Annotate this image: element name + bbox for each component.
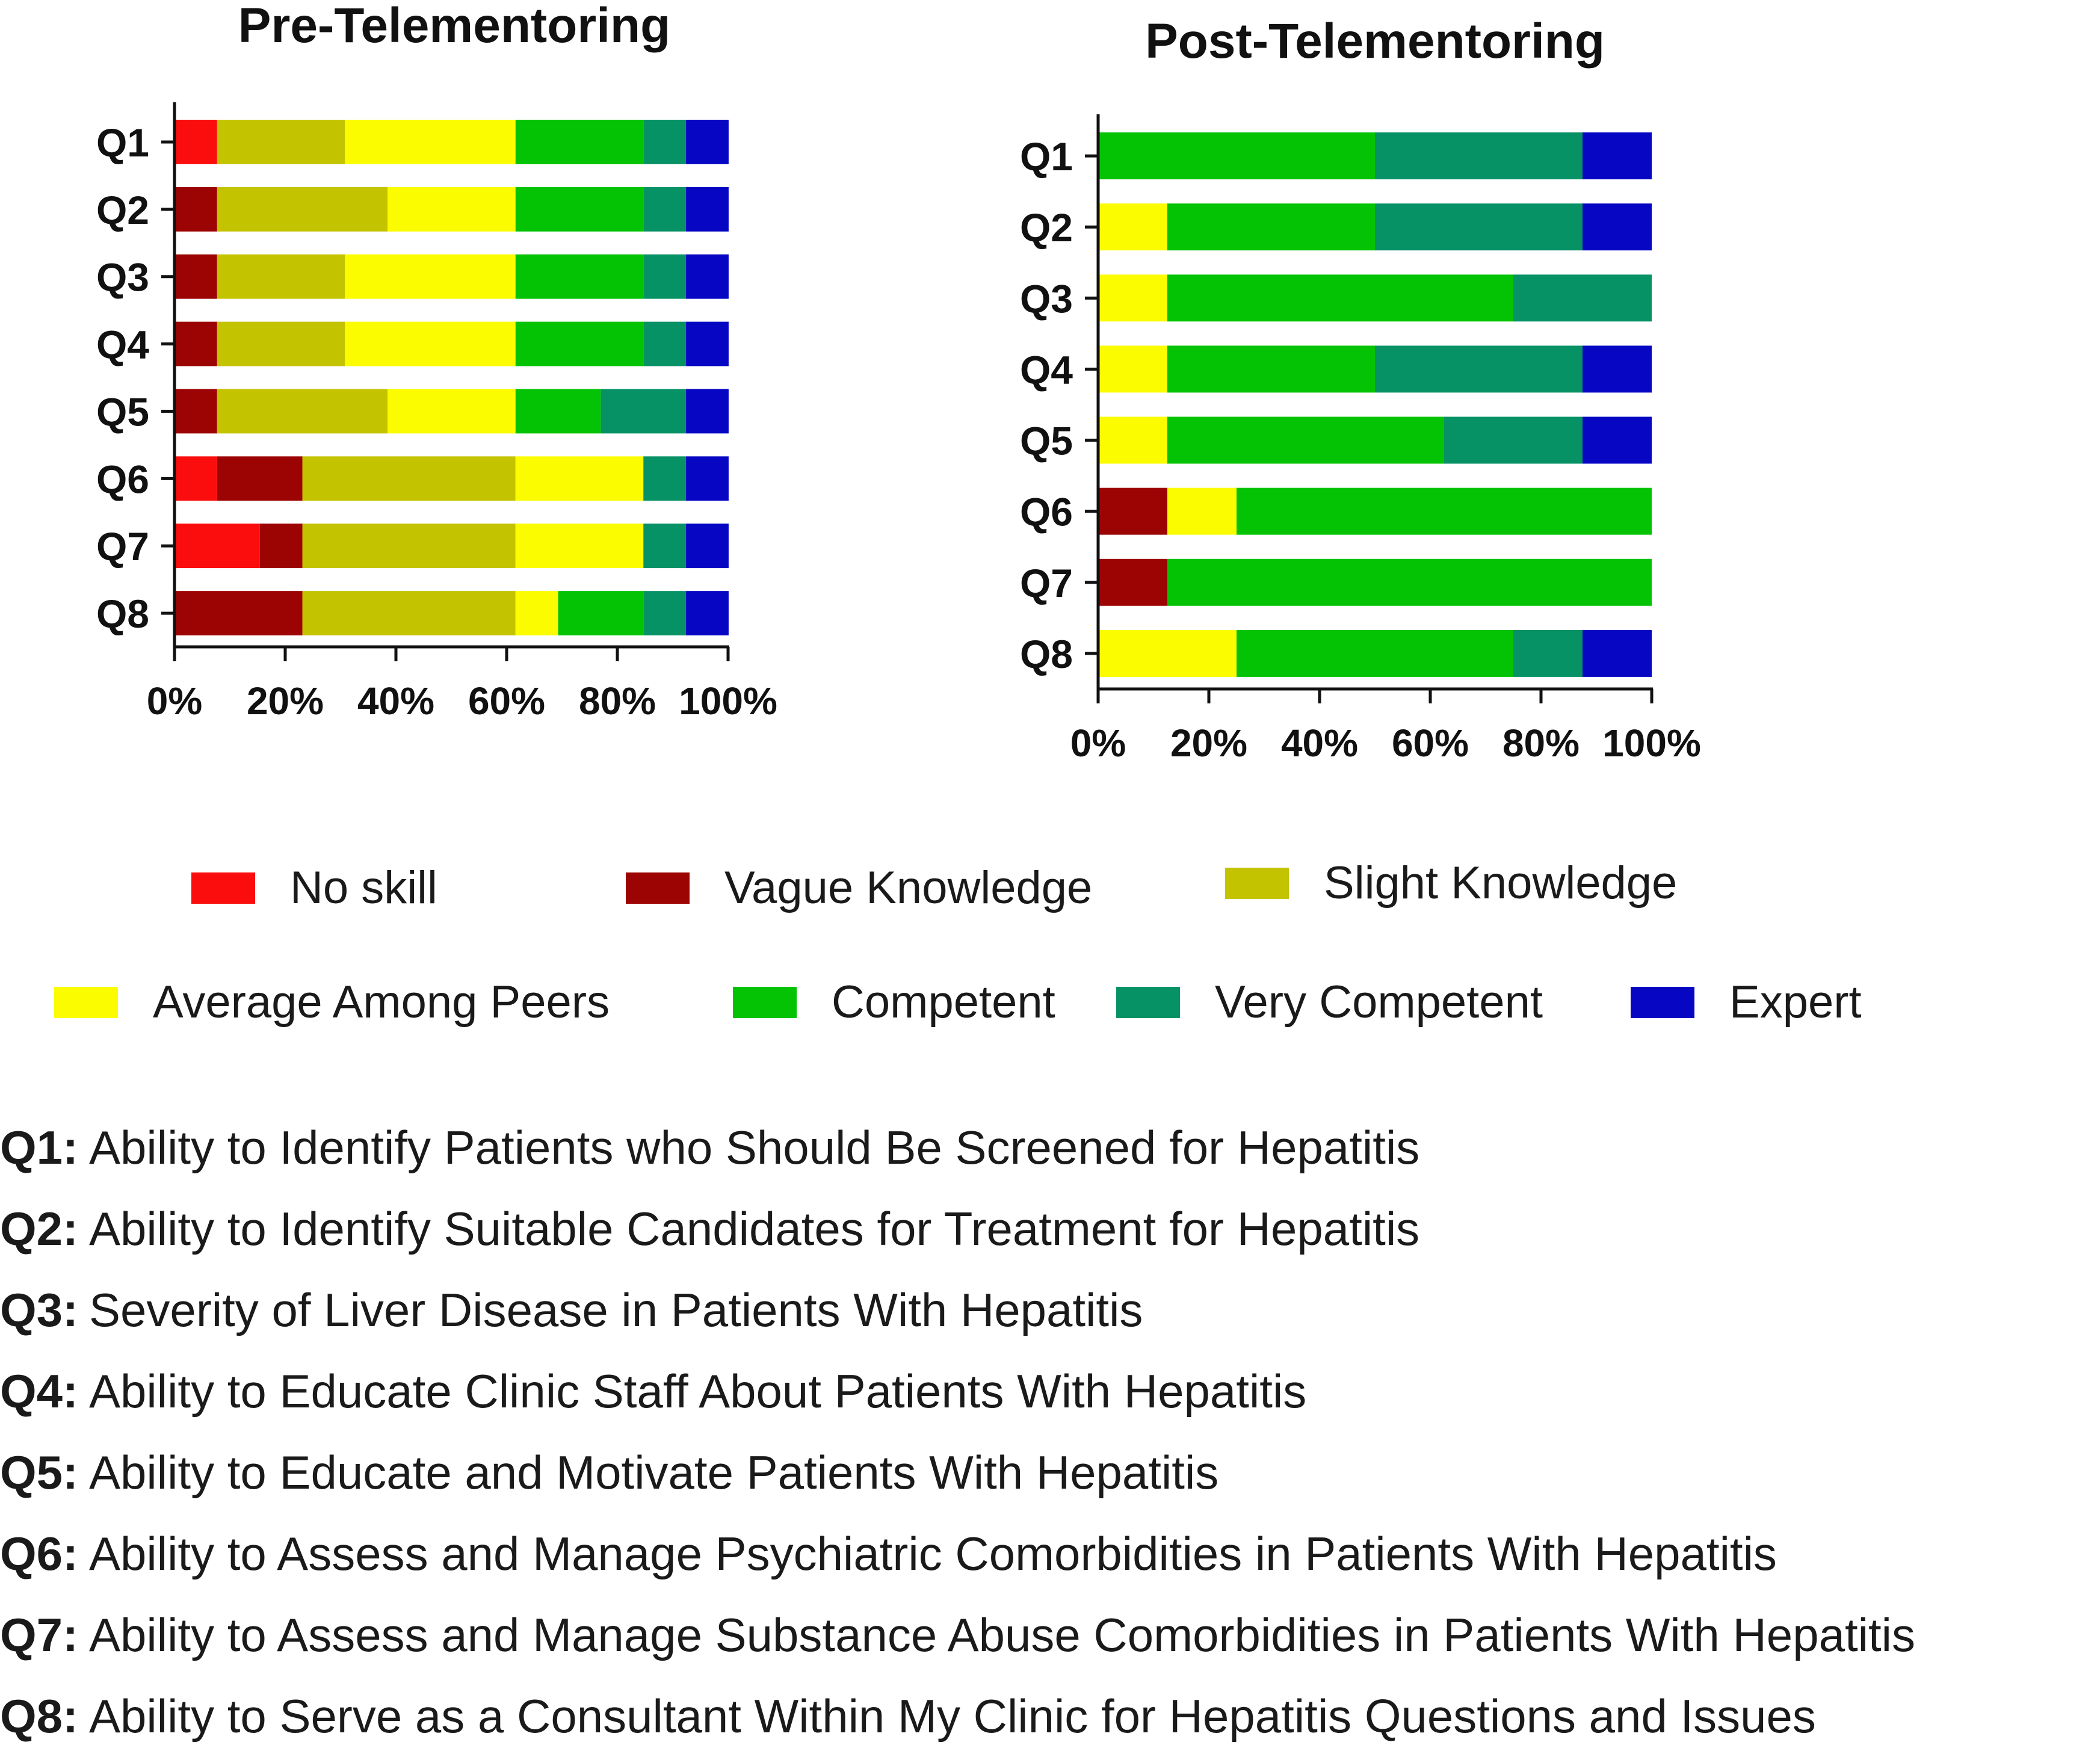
bar-segment (174, 523, 260, 568)
x-tick-label: 80% (578, 679, 656, 723)
legend-item-vague-knowledge (626, 862, 1092, 914)
question-text: Ability to Serve as a Consultant Within My Clinic for Hepatitis Questions and Issues (89, 1690, 1816, 1743)
question-item (0, 1432, 2100, 1513)
bar-segment (516, 255, 644, 299)
bar-segment (686, 523, 729, 568)
y-tick-label: Q8 (96, 591, 149, 637)
bar-segment (1375, 132, 1583, 179)
bar-segment (1583, 203, 1652, 250)
bar-segment (1098, 274, 1167, 321)
x-tick-label: 0% (1070, 721, 1126, 765)
question-id: Q8: (0, 1690, 79, 1743)
pre-telementoring-chart (54, 90, 860, 854)
legend-label: No skill (290, 862, 437, 913)
bar-segment (174, 187, 217, 232)
bar-segment (1167, 345, 1375, 392)
bar-segment (643, 456, 686, 501)
bar-segment (174, 591, 303, 635)
bar-segment (174, 389, 217, 434)
y-tick-label: Q4 (1019, 347, 1073, 392)
bar-segment (1513, 274, 1652, 321)
bar-segment (1098, 488, 1167, 535)
bar-segment (1167, 274, 1513, 321)
question-text: Ability to Assess and Manage Psychiatric Comorbidities in Patients With Hepatitis (89, 1527, 1777, 1580)
bar-segment (217, 255, 345, 299)
question-id: Q5: (0, 1446, 79, 1499)
bar-segment (174, 120, 217, 164)
bar-segment (260, 523, 303, 568)
bar-segment (643, 322, 686, 366)
bar-segment (516, 322, 644, 366)
bar-segment (217, 456, 303, 501)
bar-segment (1583, 630, 1652, 677)
bar-segment (1098, 132, 1375, 179)
bar-segment (217, 120, 345, 164)
bar-segment (1167, 417, 1444, 464)
bar-segment (1444, 417, 1583, 464)
bar-segment (1167, 559, 1652, 606)
bar-segment (303, 456, 516, 501)
bar-segment (1098, 345, 1167, 392)
question-item (0, 1513, 2100, 1595)
bar-segment (516, 120, 644, 164)
green-swatch-icon (733, 987, 797, 1018)
legend-label: Competent (832, 977, 1055, 1028)
legend-label: Very Competent (1215, 977, 1543, 1028)
x-tick-label: 20% (1170, 721, 1248, 765)
bar-segment (1583, 345, 1652, 392)
question-id: Q2: (0, 1202, 79, 1255)
y-tick-label: Q7 (96, 524, 149, 569)
y-tick-label: Q6 (96, 457, 149, 502)
pre-chart-title: Pre-Telementoring (238, 0, 671, 53)
y-tick-label: Q6 (1019, 489, 1073, 534)
question-text: Ability to Identify Patients who Should Be Screened for Hepatitis (89, 1121, 1420, 1174)
bar-segment (686, 389, 729, 434)
bar-segment (1513, 630, 1583, 677)
legend-label: Expert (1729, 977, 1862, 1028)
x-tick-label: 60% (1391, 721, 1469, 765)
y-tick-label: Q5 (96, 389, 149, 434)
bar-segment (686, 120, 729, 164)
question-id: Q3: (0, 1283, 79, 1336)
legend-item-no-skill (191, 862, 437, 914)
bar-segment (1098, 559, 1167, 606)
olive-swatch-icon (1225, 868, 1289, 899)
bar-segment (174, 456, 217, 501)
bar-segment (345, 255, 515, 299)
y-tick-label: Q2 (1019, 205, 1073, 250)
bar-segment (217, 389, 388, 434)
bar-segment (1167, 488, 1237, 535)
bar-segment (1098, 630, 1237, 677)
bar-segment (345, 322, 515, 366)
x-tick-label: 40% (357, 679, 435, 723)
yellow-swatch-icon (54, 987, 118, 1018)
question-id: Q6: (0, 1527, 79, 1580)
blue-swatch-icon (1631, 987, 1694, 1018)
bar-segment (1098, 203, 1167, 250)
bar-segment (601, 389, 686, 434)
question-text: Severity of Liver Disease in Patients With Hepatitis (89, 1283, 1143, 1336)
legend-item-average-among-peers (54, 976, 610, 1028)
bar-segment (686, 456, 729, 501)
x-tick-label: 20% (246, 679, 324, 723)
bar-segment (516, 456, 644, 501)
question-item (0, 1270, 2100, 1351)
bar-segment (516, 187, 644, 232)
y-tick-label: Q1 (1019, 134, 1073, 179)
question-text: Ability to Educate and Motivate Patients With Hepatitis (89, 1446, 1219, 1499)
question-item (0, 1595, 2100, 1676)
legend-label: Vague Knowledge (724, 862, 1093, 913)
legend-item-competent (733, 976, 1055, 1028)
x-tick-label: 80% (1502, 721, 1580, 765)
bar-segment (643, 591, 686, 635)
bar-segment (303, 523, 516, 568)
bar-segment (686, 322, 729, 366)
post-chart-title: Post-Telementoring (1145, 14, 1605, 69)
bar-segment (1237, 488, 1652, 535)
bar-segment (686, 187, 729, 232)
x-tick-label: 60% (468, 679, 546, 723)
bar-segment (345, 120, 515, 164)
post-telementoring-chart (975, 108, 1799, 872)
bar-segment (1375, 345, 1583, 392)
bar-segment (558, 591, 644, 635)
question-list (0, 1107, 2100, 1757)
legend-item-slight-knowledge (1225, 857, 1677, 909)
question-item (0, 1676, 2100, 1757)
legend-label: Slight Knowledge (1324, 857, 1678, 909)
x-tick-label: 0% (146, 679, 203, 723)
x-tick-label: 40% (1280, 721, 1359, 765)
legend-item-expert (1631, 976, 1862, 1028)
y-tick-label: Q3 (96, 255, 149, 300)
bar-segment (643, 523, 686, 568)
y-tick-label: Q1 (96, 120, 149, 165)
bar-segment (516, 389, 601, 434)
bar-segment (303, 591, 516, 635)
bar-segment (388, 187, 516, 232)
question-item (0, 1107, 2100, 1188)
y-tick-label: Q7 (1019, 560, 1073, 605)
y-tick-label: Q8 (1019, 631, 1073, 676)
y-tick-label: Q2 (96, 187, 149, 232)
bar-segment (1167, 203, 1375, 250)
question-text: Ability to Assess and Manage Substance Abuse Comorbidities in Patients With Hepatitis (89, 1608, 1915, 1661)
bar-segment (516, 523, 644, 568)
bar-segment (1583, 132, 1652, 179)
y-tick-label: Q4 (96, 322, 149, 367)
y-tick-label: Q5 (1019, 418, 1073, 463)
x-tick-label: 100% (679, 679, 777, 723)
bar-segment (388, 389, 516, 434)
bar-segment (174, 255, 217, 299)
legend-item-very-competent (1116, 976, 1543, 1028)
x-tick-label: 100% (1602, 721, 1701, 765)
legend (0, 842, 2100, 1047)
bar-segment (643, 187, 686, 232)
bar-segment (1098, 417, 1167, 464)
bar-segment (174, 322, 217, 366)
bar-segment (686, 591, 729, 635)
teal-swatch-icon (1116, 987, 1180, 1018)
question-text: Ability to Educate Clinic Staff About Patients With Hepatitis (89, 1365, 1307, 1418)
bar-segment (643, 120, 686, 164)
bar-segment (1237, 630, 1513, 677)
question-id: Q4: (0, 1365, 79, 1418)
question-id: Q7: (0, 1608, 79, 1661)
question-id: Q1: (0, 1121, 79, 1174)
y-tick-label: Q3 (1019, 276, 1073, 321)
bar-segment (516, 591, 558, 635)
bar-segment (217, 187, 388, 232)
red-swatch-icon (191, 872, 255, 904)
bar-segment (1583, 417, 1652, 464)
bar-segment (217, 322, 345, 366)
dark-red-swatch-icon (626, 872, 690, 904)
bar-segment (643, 255, 686, 299)
question-item (0, 1351, 2100, 1432)
question-item (0, 1188, 2100, 1270)
bar-segment (1375, 203, 1583, 250)
bar-segment (686, 255, 729, 299)
question-text: Ability to Identify Suitable Candidates for Treatment for Hepatitis (89, 1202, 1420, 1255)
legend-label: Average Among Peers (153, 977, 610, 1028)
